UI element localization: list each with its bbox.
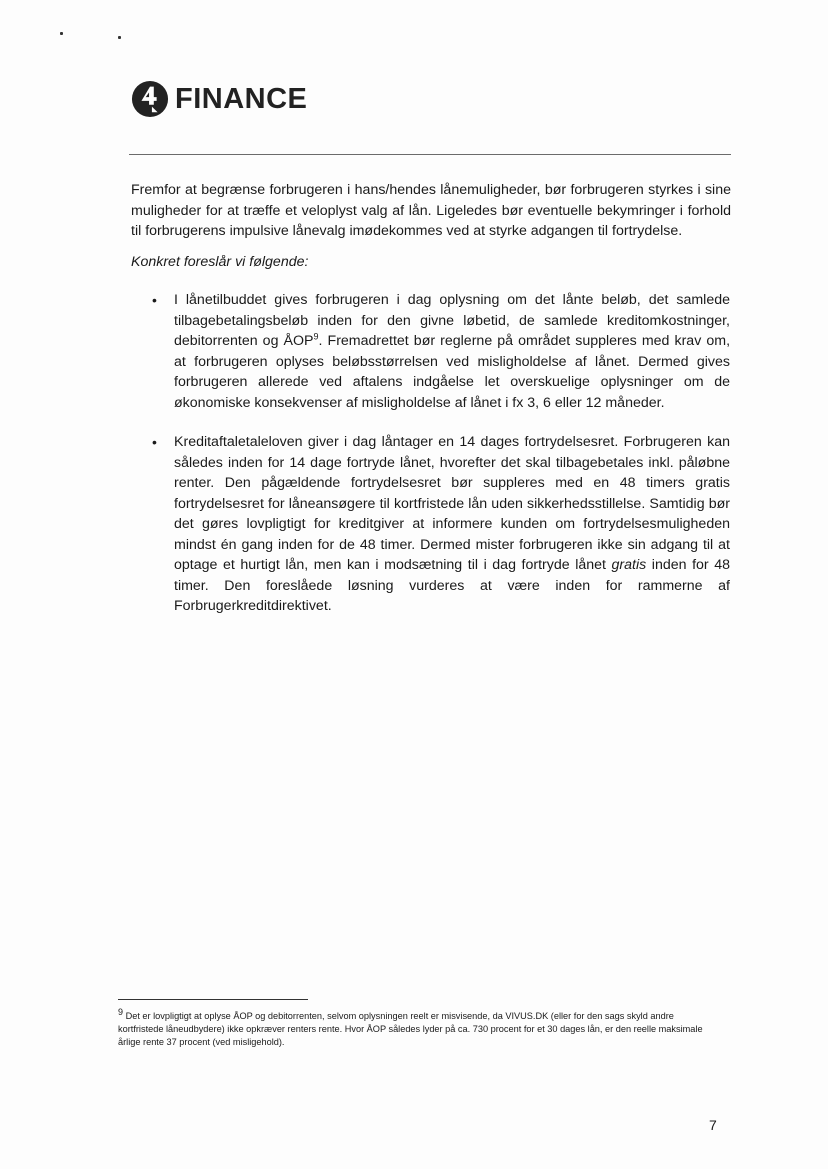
page-number: 7: [709, 1117, 717, 1133]
footnote-text: Det er lovpligtigt at oplyse ÅOP og debitorrenten, selvom oplysningen reelt er misvisende, da VIVUS.DK (eller for den sags skyld andre kortfristede låneudbydere) ikke opkræver renters rente. Hvor ÅOP således lyder på ca. 730 procent for et 30 dages lån, er den reelle maksimale årlige rente 37 procent (ved misligehold).: [118, 1011, 703, 1047]
bullet-2-text-a: Kreditaftaletaleloven giver i dag låntager en 14 dages fortrydelsesret. Forbrugeren kan således inden for 14 dage fortryde lånet, hvorefter det skal tilbagebetales inkl. påløbne renter. Den pågældende fortrydelsesret bør suppleres med en 48 timers gratis fortrydelsesret for låneansøgere til kortfristede lån uden sikkerhedsstillelse. Samtidig bør det gøres lovpligtigt for kreditgiver at informere kunden om fortrydelsesmuligheden mindst én gang inden for de 48 timer. Dermed mister forbrugeren ikke sin adgang til at optage et hurtigt lån, men kan i modsætning til i dag fortryde lånet: [174, 434, 730, 573]
bullet-marker: •: [152, 434, 157, 450]
bullet-item-2: [174, 432, 730, 617]
bullet-marker: •: [152, 292, 157, 308]
company-logo: [131, 79, 307, 119]
footnote-divider: [118, 999, 308, 1000]
bullet-1-text-a: I lånetilbuddet gives forbrugeren i dag oplysning om det lånte beløb, det samlede tilbagebetalingsbeløb inden for den givne løbetid, de samlede kreditomkostninger, debitorrenten og ÅOP: [174, 292, 730, 349]
bullet-item-1: [174, 290, 730, 413]
bullet-1-text-b: . Fremadrettet bør reglerne på området suppleres med krav om, at forbrugeren oplyses beløbsstørrelsen ved misligholdelse af lånet. Dermed gives forbrugeren allerede ved aftalens indgåelse let overskuelige oplysninger om de økonomiske konsekvenser af misligholdelse af lånet i fx 3, 6 eller 12 måneder.: [174, 333, 731, 411]
footnote-marker: 9: [118, 1006, 124, 1017]
four-finance-logo-icon: [131, 80, 169, 118]
header-divider: [129, 154, 731, 155]
logo-wordmark: FINANCE: [175, 82, 308, 115]
footnote: [118, 1006, 703, 1049]
footnote-ref: 9: [313, 331, 319, 342]
scan-speck: [60, 32, 63, 35]
scan-speck: [118, 36, 121, 39]
bullet-2-italic: gratis: [611, 557, 647, 573]
bullet-2-text-b: inden for 48 timer. Den foreslåede løsning vurderes at være inden for rammerne af Forbrugerkreditdirektivet.: [174, 557, 730, 614]
paragraph-1: Fremfor at begrænse forbrugeren i hans/hendes lånemuligheder, bør forbrugeren styrkes i sine muligheder for at træffe et veloplyst valg af lån. Ligeledes bør eventuelle bekymringer i forhold til forbrugerens impulsive lånevalg imødekommes ved at styrke adgangen til fortrydelse.: [131, 182, 731, 239]
intro-line: Konkret foreslår vi følgende:: [131, 254, 309, 270]
